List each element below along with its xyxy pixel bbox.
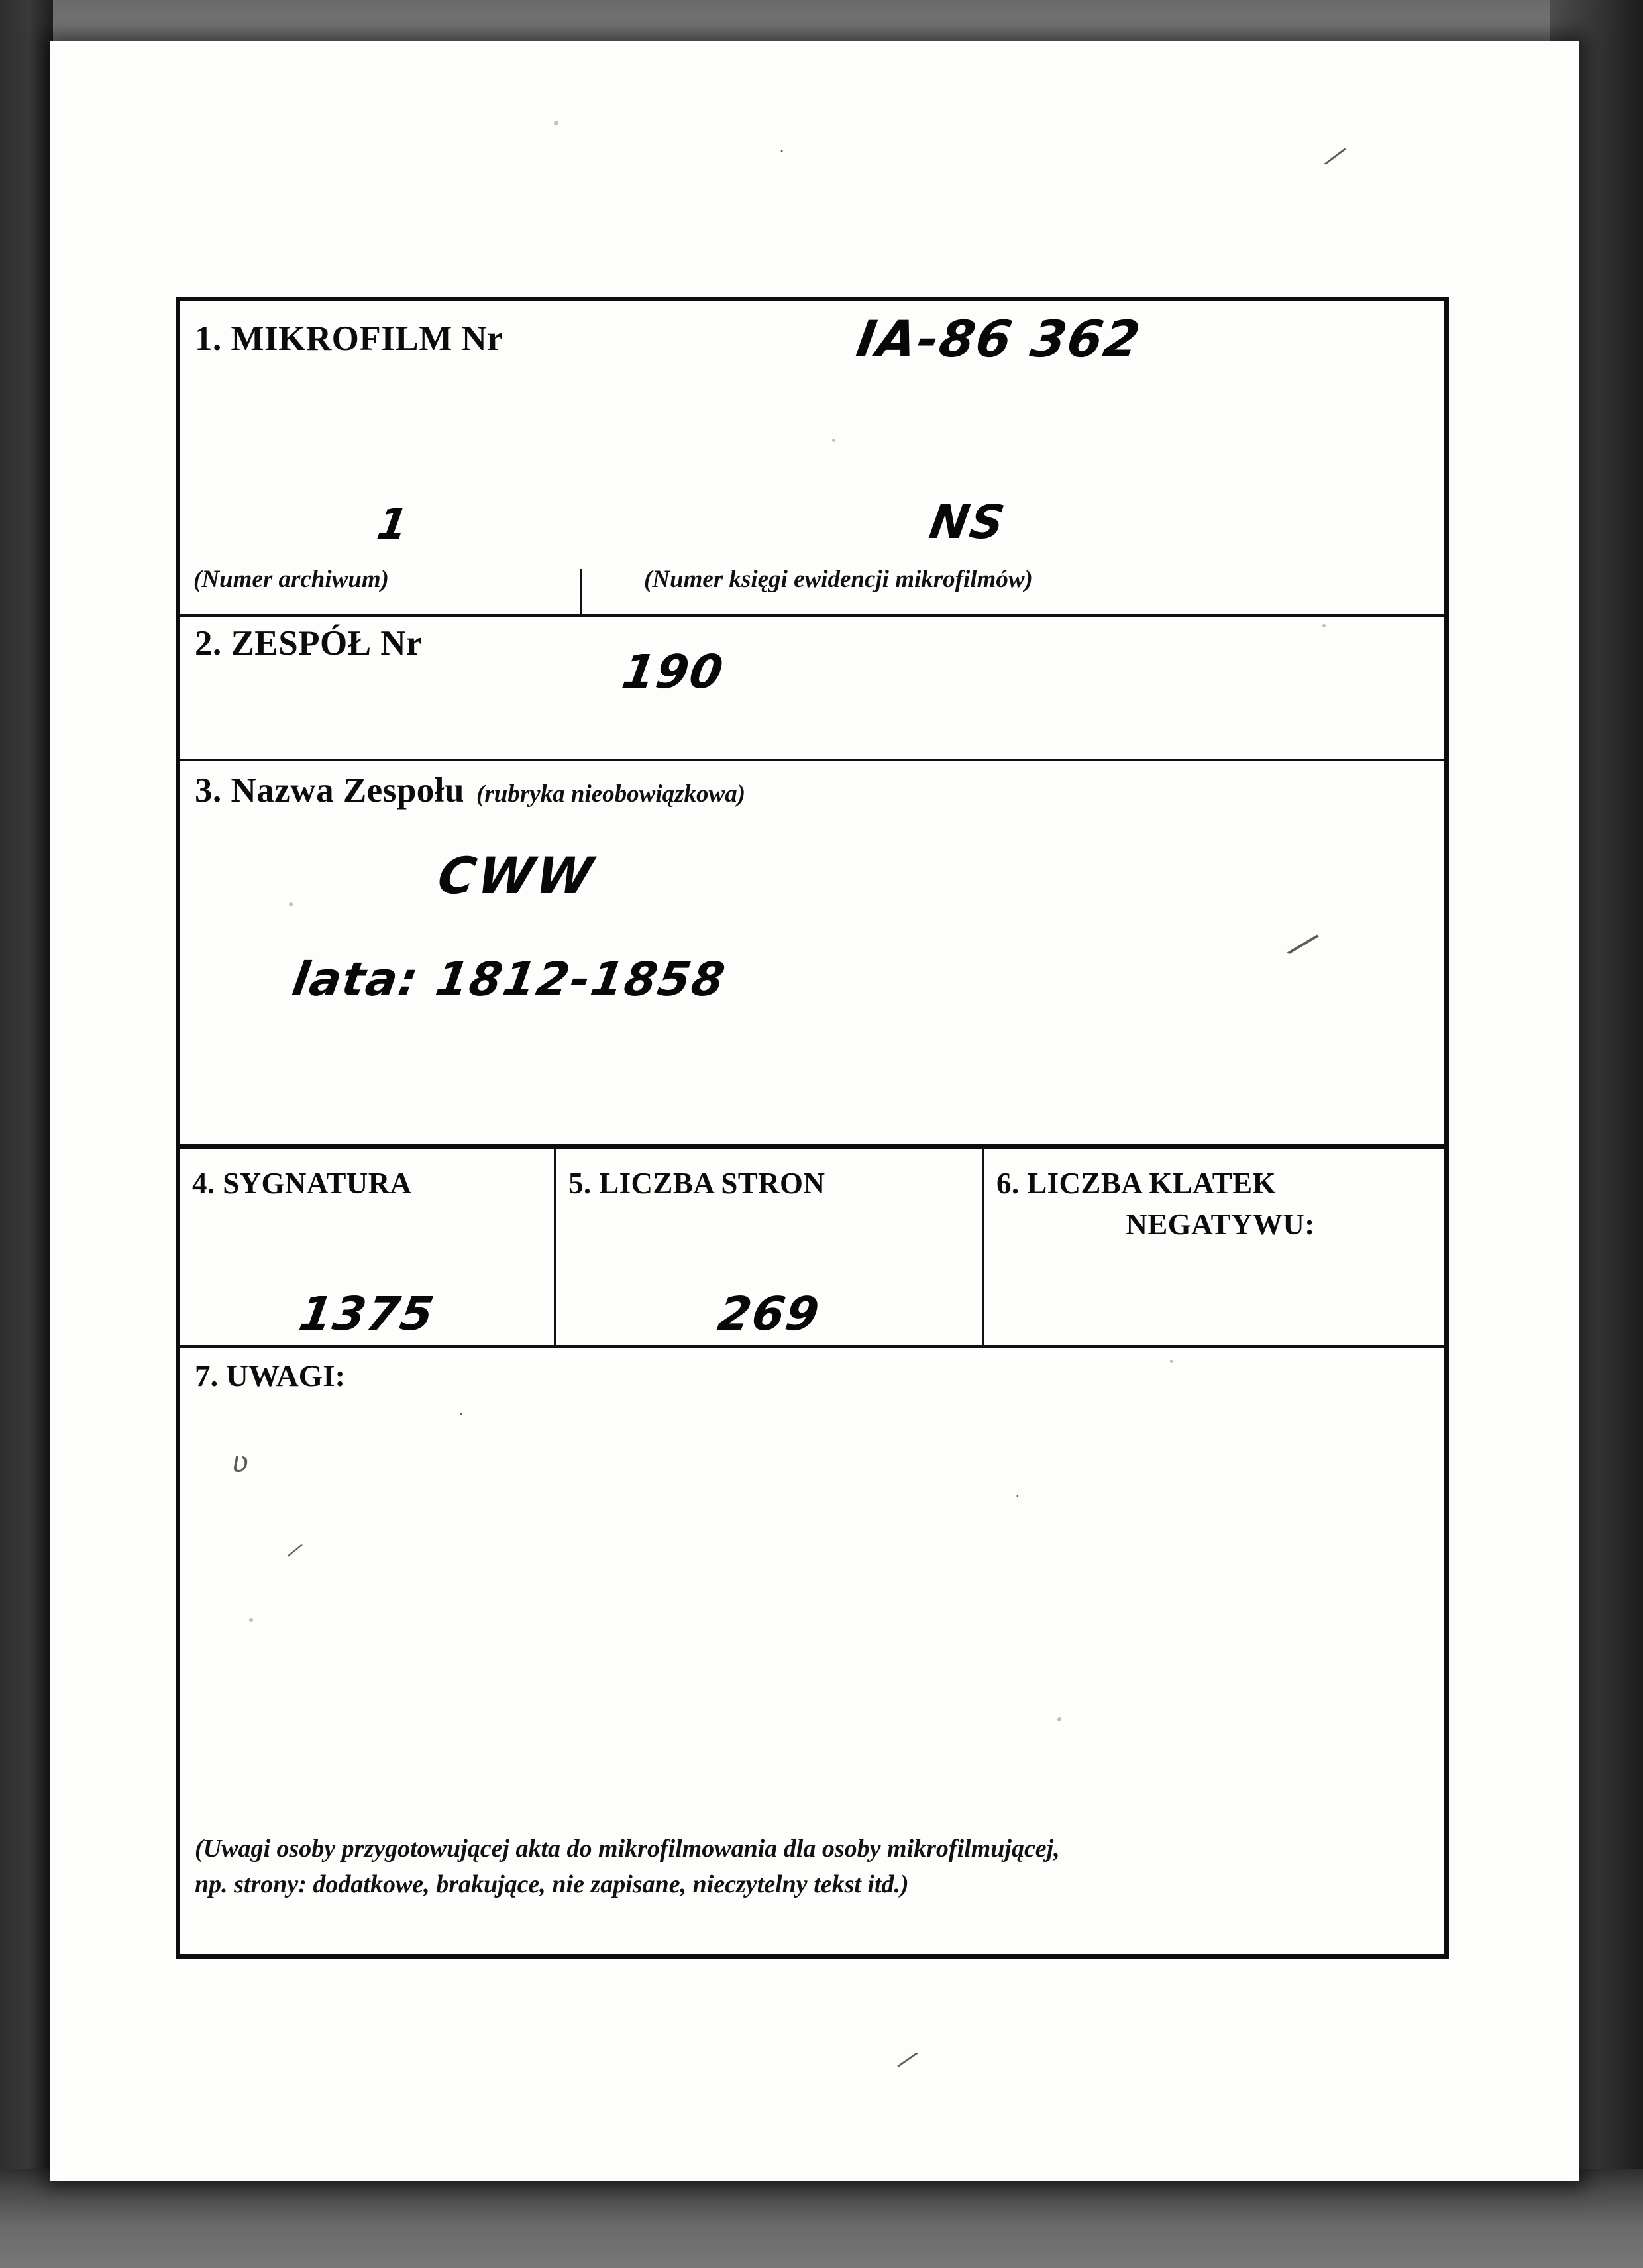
sygnatura-label: 4. SYGNATURA xyxy=(192,1167,412,1200)
stray-mark: ʋ xyxy=(232,1446,249,1478)
register-book-number-value[interactable]: NS xyxy=(926,495,1010,549)
scanner-bed-left-edge xyxy=(0,0,53,2268)
liczba-klatek-label xyxy=(984,1149,1444,1242)
column-liczba-klatek xyxy=(984,1149,1444,1345)
row-zespol xyxy=(180,617,1444,761)
mikrofilm-label: 1. MIKROFILM Nr xyxy=(195,319,504,358)
uwagi-footnote-line1: (Uwagi osoby przygotowującej akta do mikrofilmowania dla osoby mikrofilmującej, xyxy=(195,1835,1060,1863)
liczba-klatek-label-line2: NEGATYWU: xyxy=(1126,1208,1315,1241)
nazwa-zespolu-label-note: (rubryka nieobowiązkowa) xyxy=(476,781,746,808)
stray-mark: ⁄ xyxy=(898,2045,916,2076)
stray-mark: · xyxy=(1015,1487,1020,1505)
form-table xyxy=(176,297,1449,1959)
stray-mark: · xyxy=(458,1405,464,1423)
uwagi-label: 7. UWAGI: xyxy=(195,1359,346,1393)
nazwa-zespolu-years-value[interactable]: lata: 1812-1858 xyxy=(288,952,730,1006)
caption-divider-tick xyxy=(580,569,582,617)
row-mikrofilm xyxy=(180,301,1444,617)
archive-number-value[interactable]: 1 xyxy=(374,500,413,549)
stray-mark: ⁄ xyxy=(1289,923,1316,968)
register-book-number-label: (Numer księgi ewidencji mikrofilmów) xyxy=(644,566,1033,593)
zespol-number-value[interactable]: 190 xyxy=(618,645,728,699)
column-liczba-stron xyxy=(556,1149,984,1345)
column-sygnatura xyxy=(180,1149,556,1345)
zespol-label: 2. ZESPÓŁ Nr xyxy=(195,624,423,663)
liczba-klatek-label-line1: 6. LICZBA KLATEK xyxy=(996,1167,1276,1200)
uwagi-footnote-line2: np. strony: dodatkowe, brakujące, nie zapisane, nieczytelny tekst itd.) xyxy=(195,1870,909,1899)
uwagi-footnote xyxy=(195,1831,1427,1903)
paper-speck xyxy=(554,121,558,125)
nazwa-zespolu-heading xyxy=(195,771,745,810)
archive-number-label: (Numer archiwum) xyxy=(193,566,390,593)
stray-mark: ⁄ xyxy=(1326,140,1344,174)
row-uwagi xyxy=(180,1348,1444,1955)
row-nazwa-zespolu xyxy=(180,761,1444,1149)
stray-mark: ⁄ xyxy=(288,1539,301,1564)
nazwa-zespolu-label: 3. Nazwa Zespołu xyxy=(195,771,465,810)
stray-mark: · xyxy=(779,142,785,162)
scanner-bed-bottom-edge xyxy=(0,2169,1643,2268)
liczba-stron-label: 5. LICZBA STRON xyxy=(568,1167,825,1200)
row-columns xyxy=(180,1149,1444,1348)
mikrofilm-number-value[interactable]: IA-86 362 xyxy=(852,309,1145,368)
liczba-stron-value[interactable]: 269 xyxy=(714,1287,824,1341)
sygnatura-value[interactable]: 1375 xyxy=(295,1287,439,1341)
nazwa-zespolu-value[interactable]: CWW xyxy=(433,846,600,905)
